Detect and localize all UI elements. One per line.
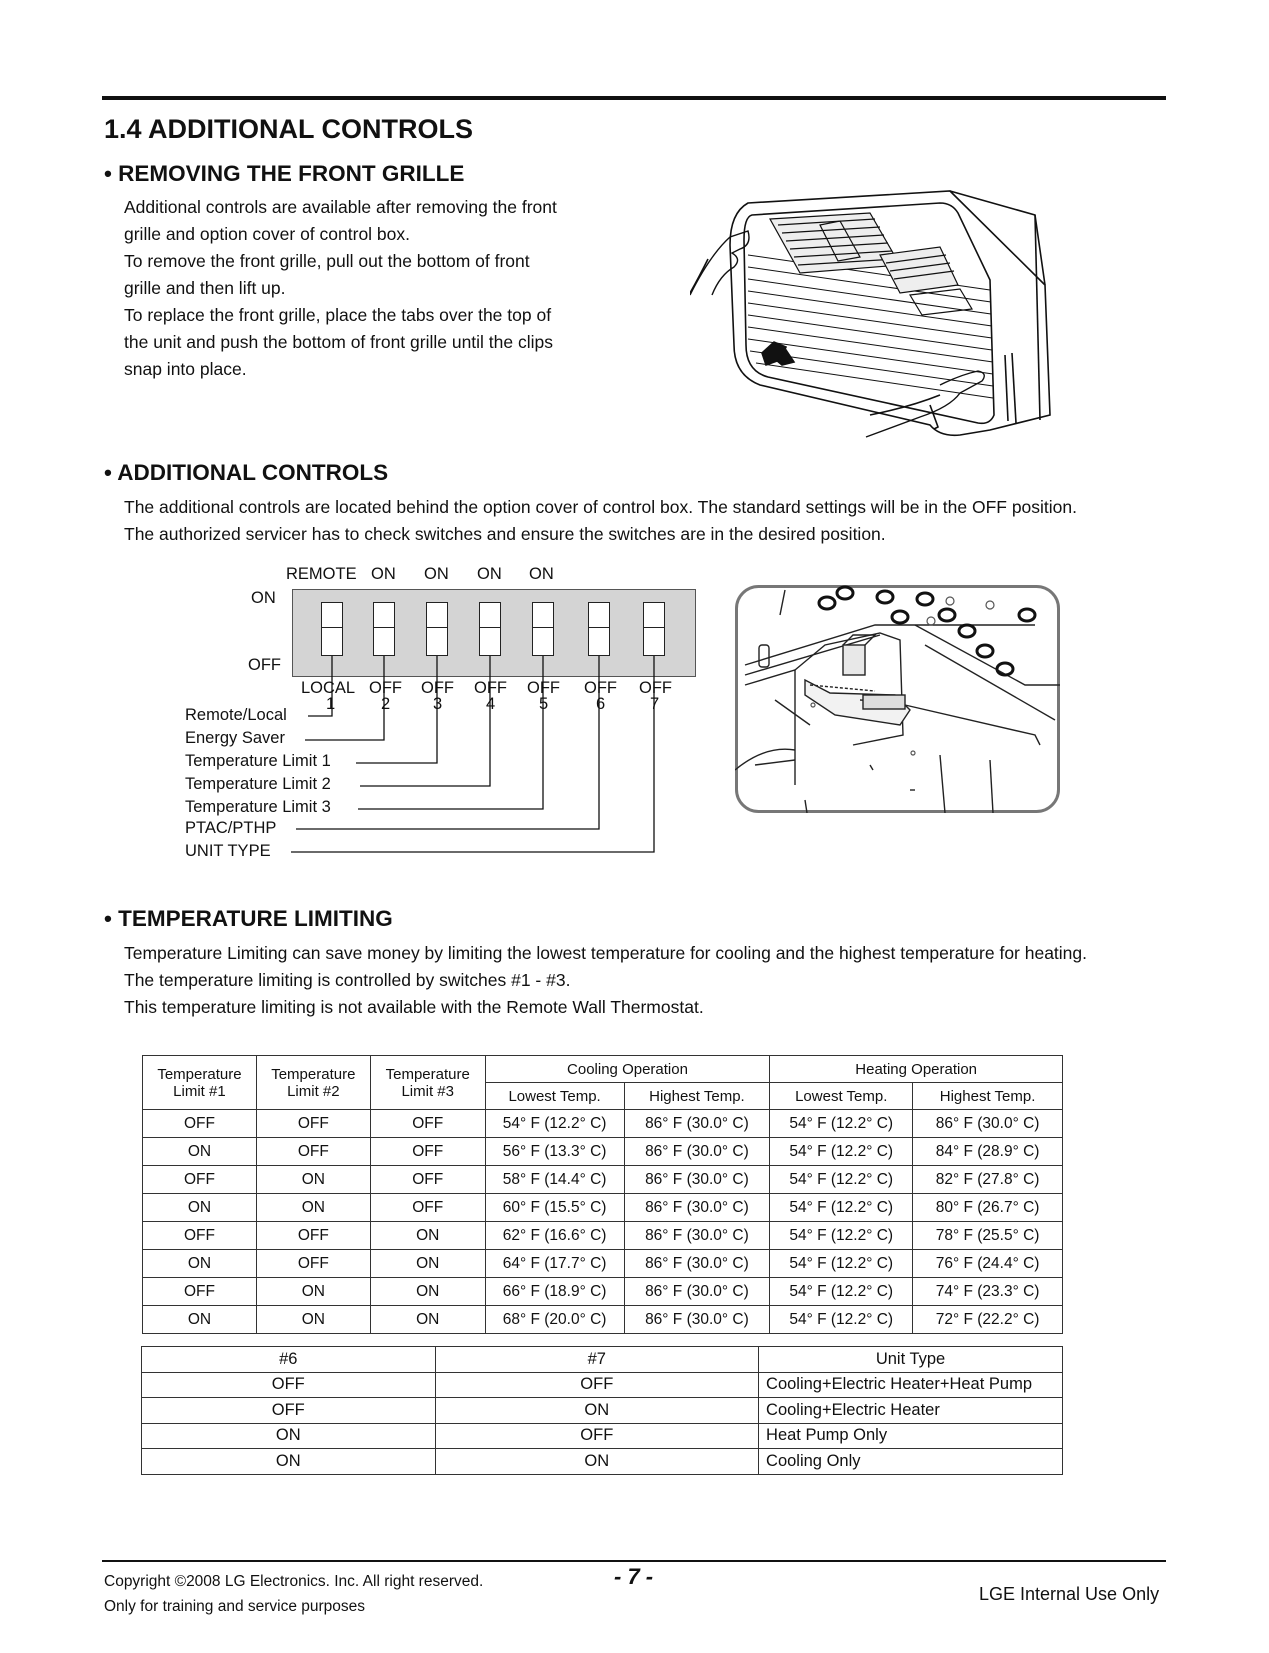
table-cell: 54° F (12.2° C) (770, 1138, 913, 1166)
header-cooling-low: Lowest Temp. (485, 1083, 624, 1110)
header-switch-7: #7 (435, 1347, 758, 1373)
table-header-row (142, 1347, 1063, 1373)
table-cell: ON (370, 1250, 485, 1278)
bottom-rule (102, 1560, 1166, 1562)
table-cell: 72° F (22.2° C) (913, 1306, 1063, 1334)
table-cell: Cooling+Electric Heater (759, 1398, 1063, 1424)
table-cell: 86° F (30.0° C) (624, 1110, 770, 1138)
table-cell: ON (370, 1306, 485, 1334)
limiting-paragraph (124, 940, 1087, 1021)
table-cell: 86° F (30.0° C) (624, 1222, 770, 1250)
control-box-illustration (735, 585, 1060, 813)
dip-bottom-label: OFF (369, 679, 402, 697)
table-cell: OFF (435, 1372, 758, 1398)
table-cell: ON (256, 1166, 370, 1194)
limiting-heading: • TEMPERATURE LIMITING (104, 906, 393, 931)
table-row (143, 1138, 1063, 1166)
table-cell: 74° F (23.3° C) (913, 1278, 1063, 1306)
dip-top-label: REMOTE (286, 565, 357, 583)
dip-number: 4 (486, 695, 496, 713)
table-row (143, 1194, 1063, 1222)
dip-on-label: ON (251, 589, 276, 607)
limiting-line: Temperature Limiting can save money by limiting the lowest temperature for cooling and the highest temperature for heating. (124, 943, 1088, 963)
header-switch-6: #6 (142, 1347, 436, 1373)
table-cell: ON (143, 1138, 257, 1166)
table-cell: 82° F (27.8° C) (913, 1166, 1063, 1194)
grille-line: grille and then lift up. (124, 278, 286, 298)
table-cell: Cooling Only (759, 1449, 1063, 1475)
table-cell: 78° F (25.5° C) (913, 1222, 1063, 1250)
table-cell: 66° F (18.9° C) (485, 1278, 624, 1306)
table-cell: ON (256, 1278, 370, 1306)
grille-line: grille and option cover of control box. (124, 224, 410, 244)
table-cell: OFF (370, 1194, 485, 1222)
grille-line: To remove the front grille, pull out the bottom of front (124, 251, 530, 271)
table-cell: 86° F (30.0° C) (624, 1250, 770, 1278)
page-number: - 7 - (614, 1564, 654, 1589)
table-cell: ON (256, 1306, 370, 1334)
table-cell: 76° F (24.4° C) (913, 1250, 1063, 1278)
dip-bottom-label: OFF (584, 679, 617, 697)
dip-number: 3 (433, 695, 443, 713)
table-cell: OFF (143, 1110, 257, 1138)
table-cell: 86° F (30.0° C) (624, 1166, 770, 1194)
limiting-line: This temperature limiting is not available with the Remote Wall Thermostat. (124, 997, 704, 1017)
table-row (143, 1250, 1063, 1278)
grille-heading: • REMOVING THE FRONT GRILLE (104, 161, 465, 186)
header-heating-high: Highest Temp. (913, 1083, 1063, 1110)
table-cell: OFF (143, 1278, 257, 1306)
dip-bottom-label: OFF (421, 679, 454, 697)
dip-bottom-label: OFF (527, 679, 560, 697)
table-cell: ON (370, 1278, 485, 1306)
header-limit-3: Temperature Limit #3 (370, 1056, 485, 1110)
dip-top-label: ON (371, 565, 396, 583)
table-cell: ON (435, 1449, 758, 1475)
dip-top-label: ON (477, 565, 502, 583)
table-cell: OFF (256, 1138, 370, 1166)
table-cell: 86° F (30.0° C) (624, 1306, 770, 1334)
table-row (142, 1449, 1063, 1475)
page-title: 1.4 ADDITIONAL CONTROLS (104, 114, 474, 144)
table-cell: 84° F (28.9° C) (913, 1138, 1063, 1166)
header-cooling-high: Highest Temp. (624, 1083, 770, 1110)
table-cell: 86° F (30.0° C) (624, 1194, 770, 1222)
dip-number: 6 (596, 695, 606, 713)
table-cell: 54° F (12.2° C) (485, 1110, 624, 1138)
table-cell: 56° F (13.3° C) (485, 1138, 624, 1166)
footer-copyright: Copyright ©2008 LG Electronics. Inc. All right reserved. (104, 1573, 484, 1590)
table-row (142, 1423, 1063, 1449)
limiting-line: The temperature limiting is controlled by switches #1 - #3. (124, 970, 571, 990)
controls-line: The additional controls are located behind the option cover of control box. The standard settings will be in the OFF position. (124, 497, 1078, 517)
table-cell: 60° F (15.5° C) (485, 1194, 624, 1222)
table-cell: OFF (370, 1138, 485, 1166)
header-unit-type: Unit Type (759, 1347, 1063, 1373)
function-temp-limit-2: Temperature Limit 2 (185, 775, 331, 793)
header-limit-2: Temperature Limit #2 (256, 1056, 370, 1110)
dip-bottom-label: LOCAL (301, 679, 356, 697)
table-cell: ON (256, 1194, 370, 1222)
footer-training: Only for training and service purposes (104, 1598, 366, 1615)
table-row (143, 1166, 1063, 1194)
table-cell: 54° F (12.2° C) (770, 1222, 913, 1250)
table-cell: Cooling+Electric Heater+Heat Pump (759, 1372, 1063, 1398)
function-unit-type: UNIT TYPE (185, 842, 271, 860)
dip-number: 2 (381, 695, 391, 713)
table-row (142, 1398, 1063, 1424)
header-limit-1: Temperature Limit #1 (143, 1056, 257, 1110)
table-cell: Heat Pump Only (759, 1423, 1063, 1449)
table-row (142, 1372, 1063, 1398)
header-heating: Heating Operation (770, 1056, 1063, 1083)
dip-bottom-label: OFF (474, 679, 507, 697)
table-row (143, 1306, 1063, 1334)
table-cell: 64° F (17.7° C) (485, 1250, 624, 1278)
function-temp-limit-3: Temperature Limit 3 (185, 798, 331, 816)
function-temp-limit-1: Temperature Limit 1 (185, 752, 331, 770)
table-cell: OFF (143, 1222, 257, 1250)
grille-line: the unit and push the bottom of front grille until the clips (124, 332, 554, 352)
table-cell: 58° F (14.4° C) (485, 1166, 624, 1194)
table-cell: ON (143, 1194, 257, 1222)
footer-internal: LGE Internal Use Only (979, 1584, 1160, 1604)
table-cell: 80° F (26.7° C) (913, 1194, 1063, 1222)
table-row (143, 1110, 1063, 1138)
table-cell: OFF (435, 1423, 758, 1449)
dip-number: 1 (326, 695, 336, 713)
header-heating-low: Lowest Temp. (770, 1083, 913, 1110)
function-remote-local: Remote/Local (185, 706, 287, 724)
dip-off-label: OFF (248, 656, 281, 674)
table-cell: OFF (256, 1110, 370, 1138)
table-cell: OFF (256, 1250, 370, 1278)
grille-line: To replace the front grille, place the tabs over the top of (124, 305, 552, 325)
function-ptac-pthp: PTAC/PTHP (185, 819, 277, 837)
table-cell: 86° F (30.0° C) (913, 1110, 1063, 1138)
table-cell: 54° F (12.2° C) (770, 1194, 913, 1222)
dip-bottom-label: OFF (639, 679, 672, 697)
table-header-row (143, 1056, 1063, 1083)
dip-top-label: ON (424, 565, 449, 583)
table-row (143, 1278, 1063, 1306)
table-cell: 54° F (12.2° C) (770, 1278, 913, 1306)
table-cell: OFF (370, 1110, 485, 1138)
table-cell: 86° F (30.0° C) (624, 1278, 770, 1306)
controls-line: The authorized servicer has to check switches and ensure the switches are in the desired position. (124, 524, 886, 544)
table-cell: 54° F (12.2° C) (770, 1110, 913, 1138)
function-energy-saver: Energy Saver (185, 729, 285, 747)
table-cell: 62° F (16.6° C) (485, 1222, 624, 1250)
grille-line: Additional controls are available after removing the front (124, 197, 557, 217)
table-row (143, 1222, 1063, 1250)
dip-leader-lines (0, 0, 700, 870)
table-cell: OFF (256, 1222, 370, 1250)
controls-heading: • ADDITIONAL CONTROLS (104, 460, 389, 485)
dip-number: 7 (650, 695, 660, 713)
table-cell: 54° F (12.2° C) (770, 1166, 913, 1194)
table-cell: ON (370, 1222, 485, 1250)
table-cell: OFF (143, 1166, 257, 1194)
front-grille-illustration (690, 185, 1070, 460)
table-cell: 54° F (12.2° C) (770, 1250, 913, 1278)
table-cell: 86° F (30.0° C) (624, 1138, 770, 1166)
table-cell: ON (142, 1423, 436, 1449)
unit-type-table (141, 1346, 1063, 1475)
table-cell: 54° F (12.2° C) (770, 1306, 913, 1334)
table-cell: OFF (142, 1372, 436, 1398)
temperature-limit-table (142, 1055, 1063, 1334)
dip-top-label: ON (529, 565, 554, 583)
table-cell: OFF (142, 1398, 436, 1424)
dip-number: 5 (539, 695, 549, 713)
grille-line: snap into place. (124, 359, 247, 379)
table-cell: 68° F (20.0° C) (485, 1306, 624, 1334)
table-cell: OFF (370, 1166, 485, 1194)
table-cell: ON (143, 1250, 257, 1278)
header-cooling: Cooling Operation (485, 1056, 770, 1083)
table-cell: ON (435, 1398, 758, 1424)
table-cell: ON (143, 1306, 257, 1334)
table-cell: ON (142, 1449, 436, 1475)
